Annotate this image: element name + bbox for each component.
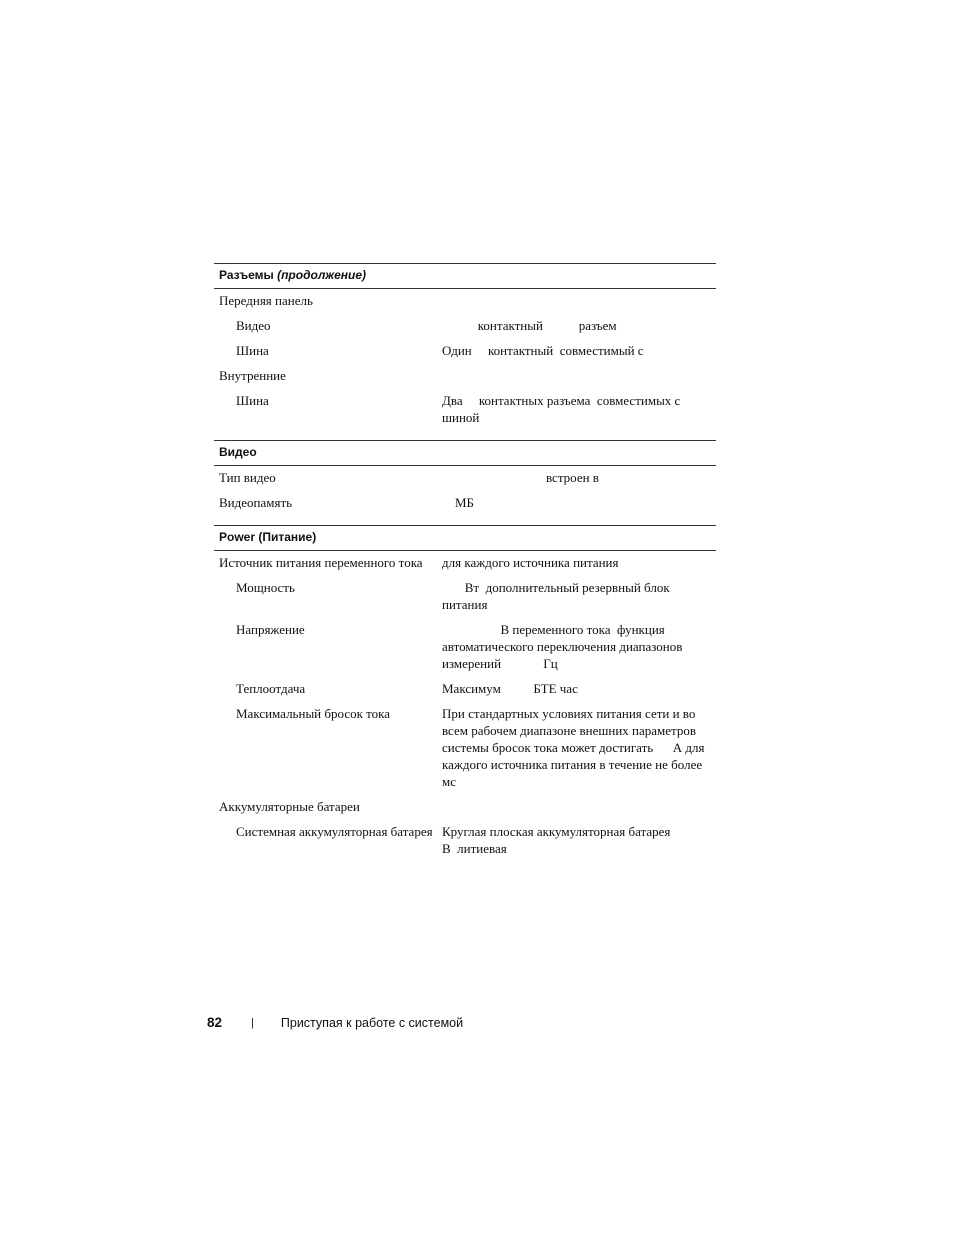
row-label: Максимальный бросок тока <box>236 706 391 721</box>
table-row <box>214 469 716 494</box>
row-label: Шина <box>236 393 269 408</box>
row-value: При стандартных условиях питания сети и во всем рабочем диапазоне внешних параметров системы бросок тока может достигать А для каждого источника питания в течение не более мс <box>442 706 722 789</box>
row-value: встроен в <box>442 470 599 485</box>
section-title: Power (Питание) <box>219 530 317 544</box>
row-label: Шина <box>236 343 269 358</box>
row-value: Два контактных разъема совместимых с шиной <box>442 393 684 425</box>
page-number: 82 <box>207 1015 223 1030</box>
row-label: Системная аккумуляторная батарея <box>236 824 433 839</box>
table-row <box>214 494 716 519</box>
row-value: Вт дополнительный резервный блок питания <box>442 580 673 612</box>
section-title: Разъемы <box>219 268 274 282</box>
row-value: МБ <box>442 495 475 510</box>
spec-table <box>214 263 739 865</box>
table-row <box>214 317 716 342</box>
row-label: Передняя панель <box>219 293 313 308</box>
table-row <box>214 292 716 317</box>
table-row <box>214 680 716 705</box>
table-row <box>214 392 716 434</box>
section-header <box>214 263 716 289</box>
table-row <box>214 579 716 621</box>
row-label: Внутренние <box>219 368 286 383</box>
section-header <box>214 525 716 551</box>
row-label: Напряжение <box>236 622 305 637</box>
section-title: Видео <box>219 445 257 459</box>
table-row <box>214 342 716 367</box>
section-title-suffix: (продолжение) <box>277 268 367 282</box>
row-value: для каждого источника питания <box>442 555 619 570</box>
row-label: Источник питания переменного тока <box>219 555 423 570</box>
section-header <box>214 440 716 466</box>
row-label: Теплоотдача <box>236 681 306 696</box>
row-label: Видео <box>236 318 271 333</box>
row-label: Мощность <box>236 580 295 595</box>
footer-title: Приступая к работе с системой <box>280 1015 464 1030</box>
table-row <box>214 798 716 823</box>
table-row <box>214 621 716 680</box>
section-video <box>214 440 716 519</box>
footer-separator: | <box>251 1016 254 1029</box>
row-value <box>442 798 716 815</box>
row-label: Видеопамять <box>219 495 293 510</box>
row-value: Максимум БТЕ час <box>442 681 578 696</box>
section-power <box>214 525 739 865</box>
row-label: Тип видео <box>219 470 276 485</box>
row-label: Аккумуляторные батареи <box>219 799 360 814</box>
row-value: В переменного тока функция автоматического переключения диапазонов измерений Гц <box>442 622 686 671</box>
table-row <box>214 367 716 392</box>
table-row <box>214 823 739 865</box>
page-footer <box>207 1015 463 1030</box>
row-value <box>442 292 716 309</box>
row-value: Круглая плоская аккумуляторная батарея В литиевая <box>442 824 739 856</box>
table-row <box>214 554 716 579</box>
row-value <box>442 367 716 384</box>
row-value: контактный разъем <box>442 318 617 333</box>
section-connectors <box>214 263 716 434</box>
row-value: Один контактный совместимый с <box>442 343 644 358</box>
table-row <box>214 705 722 798</box>
